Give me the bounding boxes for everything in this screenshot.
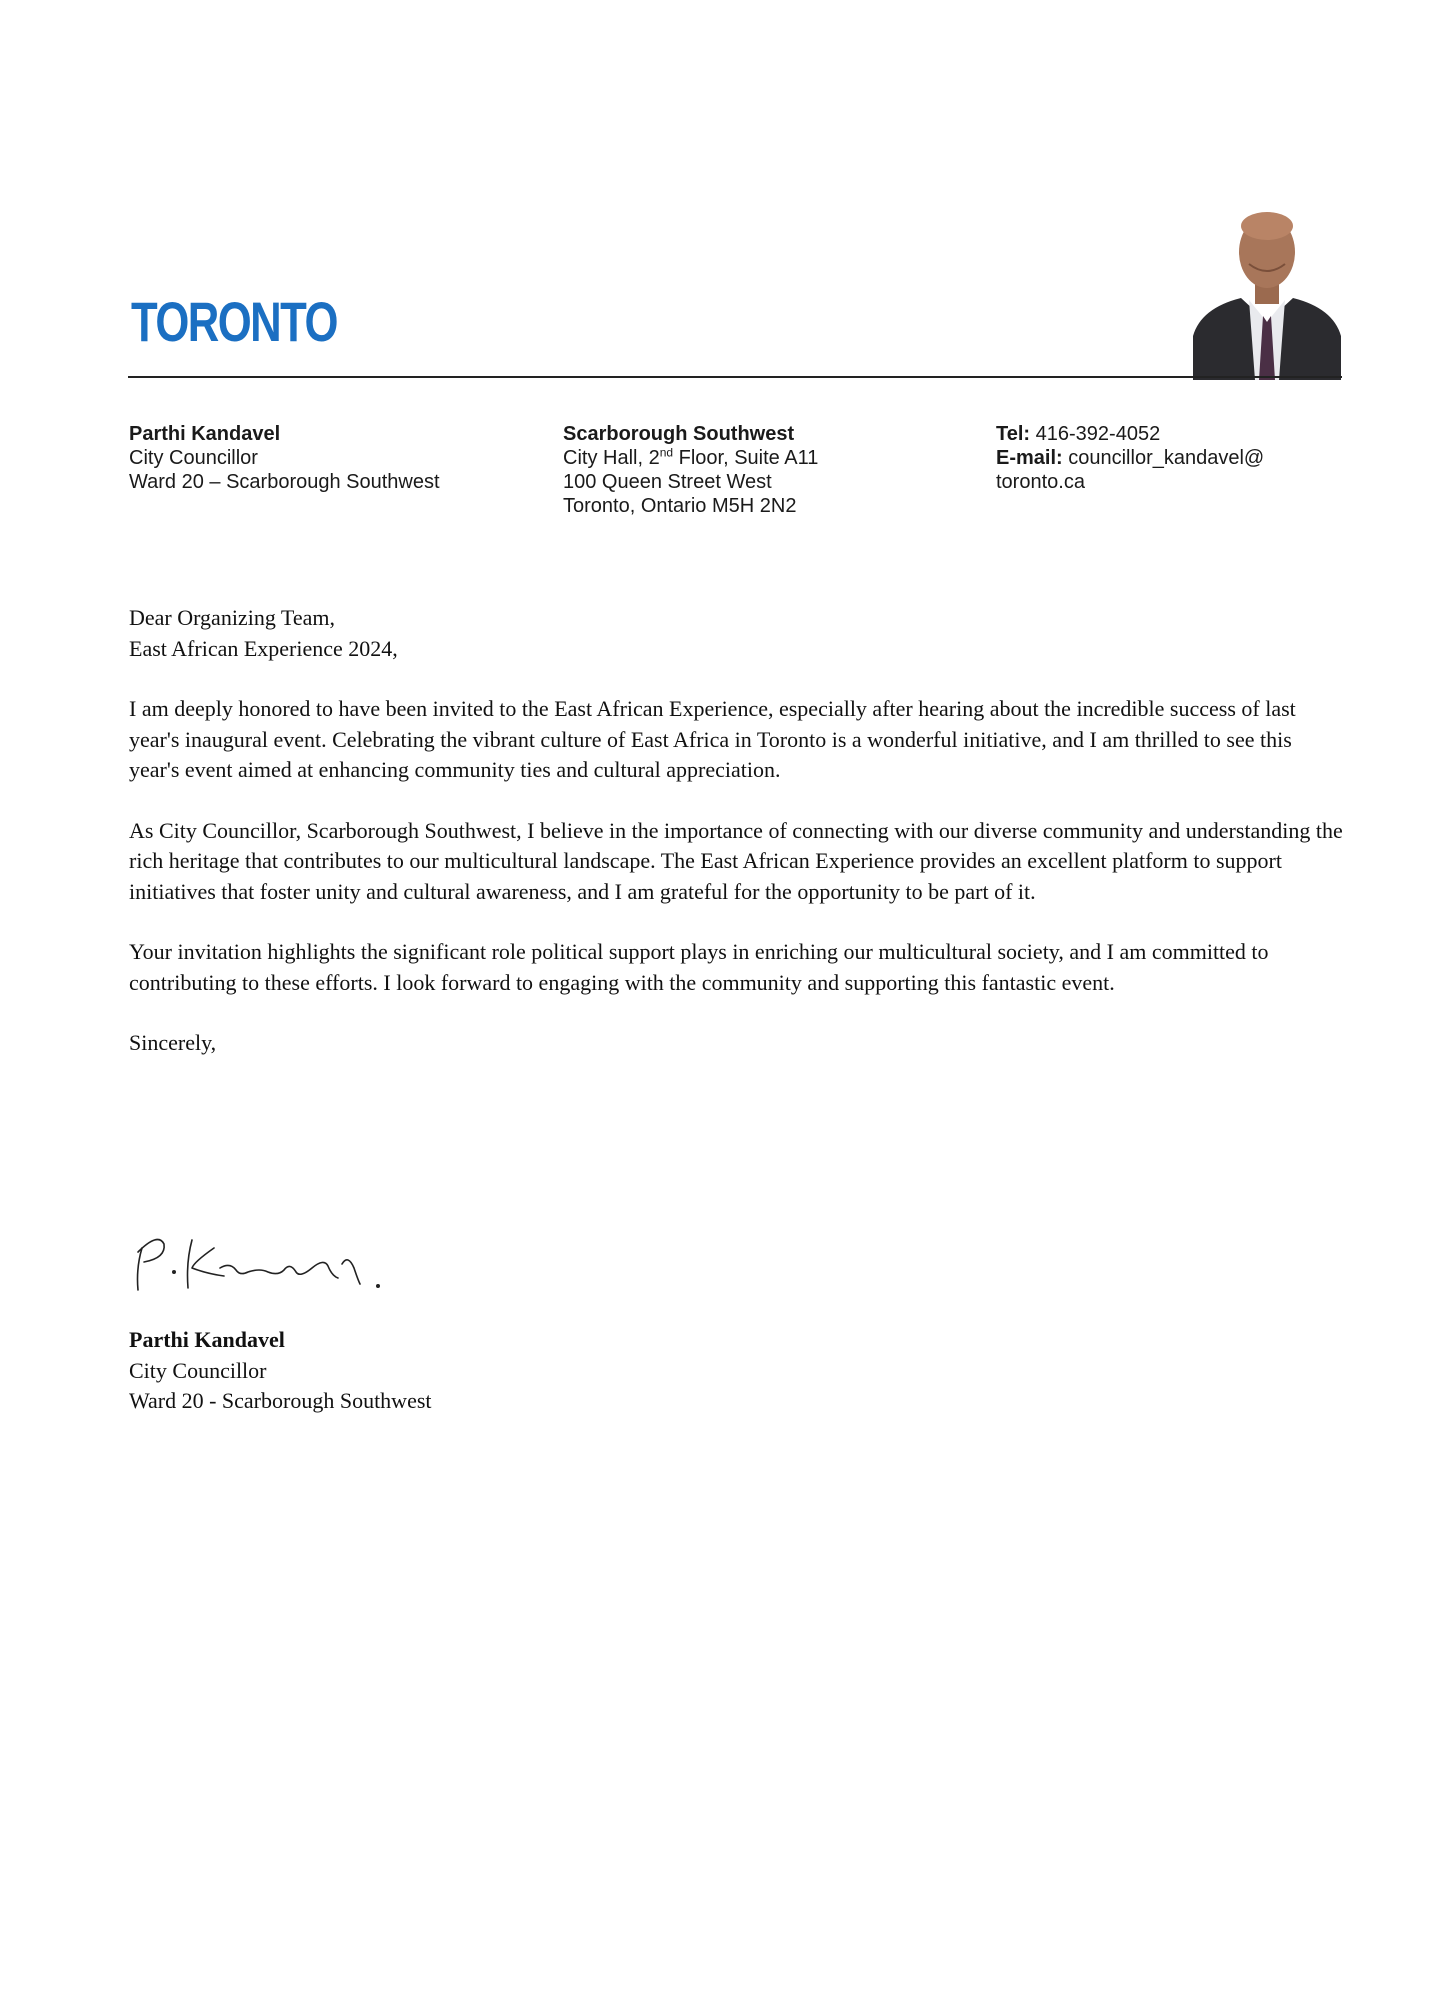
toronto-logo — [127, 282, 357, 352]
letter-body — [129, 603, 1344, 1059]
phone-line: Tel: 416-392-4052 — [996, 423, 1161, 445]
paragraph-1: I am deeply honored to have been invited to the East African Experience, especially after hearing about the incredible success of last year's inaugural event. Celebrating the vibrant culture of East Africa in Toronto is a wonderful initiative, and I am thrilled to see this year's event aimed at enhancing community ties and cultural appreciation. — [129, 696, 1296, 782]
councillor-name: Parthi Kandavel — [129, 423, 281, 445]
email-line-2[interactable]: toronto.ca — [996, 471, 1085, 493]
office-line3: Toronto, Ontario M5H 2N2 — [563, 495, 797, 517]
handwritten-signature — [128, 1218, 388, 1298]
office-line2: 100 Queen Street West — [563, 471, 772, 493]
office-line1: City Hall, 2nd Floor, Suite A11 — [563, 445, 819, 469]
office-heading: Scarborough Southwest — [563, 423, 795, 445]
email-link[interactable]: councillor_kandavel@ — [1062, 447, 1265, 469]
councillor-title: City Councillor — [129, 447, 258, 469]
councillor-ward: Ward 20 – Scarborough Southwest — [129, 471, 440, 493]
logo-wordmark: TORONTO — [131, 290, 337, 353]
signer-title: City Councillor — [129, 1357, 267, 1383]
paragraph-2: As City Councillor, Scarborough Southwest, I believe in the importance of connecting with our diverse community and understanding the rich heritage that contributes to our multicultural landscape. The East African Experience provides an excellent platform to support initiatives that foster unity and cultural awareness, and I am grateful for the opportunity to be part of it. — [129, 817, 1343, 904]
salutation: Dear Organizing Team, East African Experience 2024, — [129, 605, 398, 661]
closing: Sincerely, — [129, 1030, 217, 1055]
email-line: E-mail: councillor_kandavel@ — [996, 447, 1265, 469]
header-divider — [128, 376, 1342, 378]
signature-block — [129, 1325, 432, 1417]
councillor-info — [129, 422, 440, 494]
office-address — [563, 422, 818, 518]
paragraph-3: Your invitation highlights the significant role political support plays in enriching our multicultural society, and I am committed to contributing to these efforts. I look forward to engaging with the community and supporting this fantastic event. — [129, 939, 1269, 995]
contact-details — [996, 422, 1264, 494]
councillor-photo — [1193, 204, 1341, 380]
signer-name: Parthi Kandavel — [129, 1327, 285, 1352]
signer-ward: Ward 20 - Scarborough Southwest — [129, 1388, 432, 1413]
